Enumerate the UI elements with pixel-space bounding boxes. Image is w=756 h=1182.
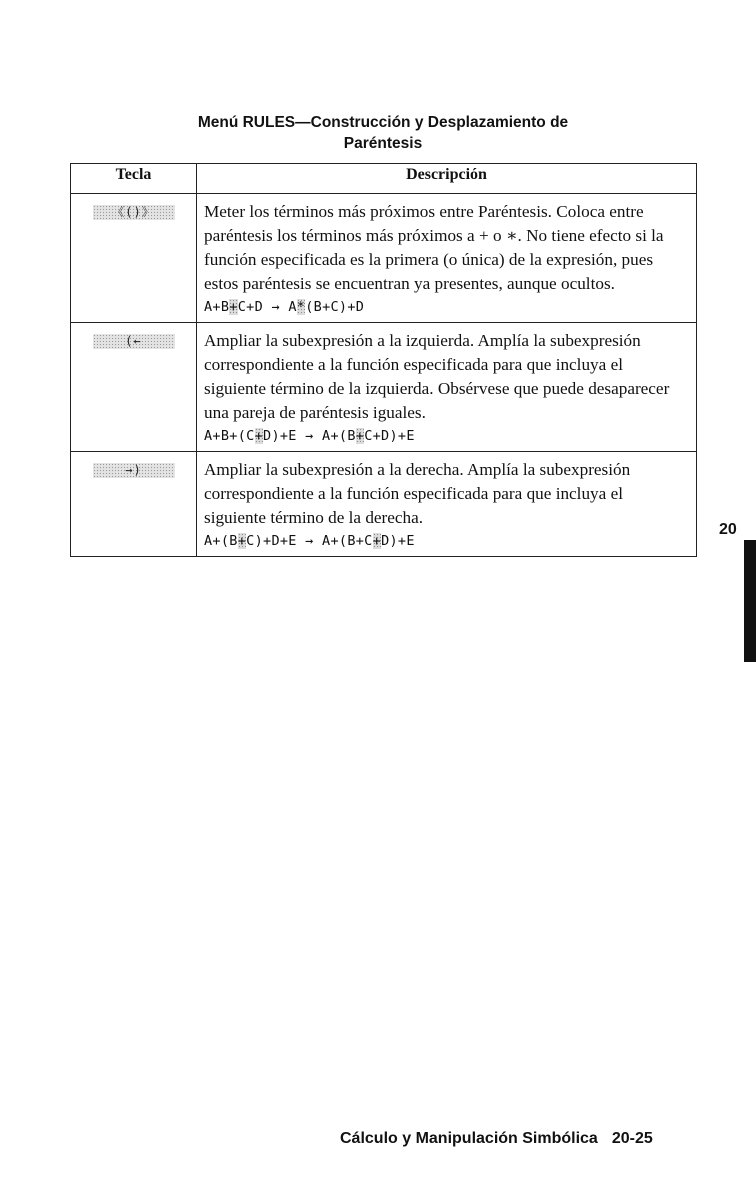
menu-key-expand-left[interactable]: (←	[93, 334, 175, 349]
row-example: A+B+C+D → A*(B+C)+D	[204, 299, 365, 315]
chapter-tab-bar	[744, 540, 756, 662]
chapter-tab-number: 20	[719, 521, 737, 538]
table-row	[71, 452, 697, 557]
row-example: A+(B+C)+D+E → A+(B+C+D)+E	[204, 533, 415, 549]
row-description: Meter los términos más próximos entre Paréntesis. Coloca entre paréntesis los términos más próximos a + o ∗. No tiene efecto si la función especificada es la primera (o única) de la expresión, pues estos paréntesis se encuentran ya presentes, aunque ocultos.	[204, 202, 664, 293]
page-number: 20-25	[611, 1130, 653, 1147]
row-description: Ampliar la subexpresión a la derecha. Amplía la subexpresión correspondiente a la función especificada para que incluya el siguiente término de la derecha.	[204, 460, 631, 527]
column-header-key: Tecla	[71, 164, 197, 194]
menu-key-expand-right[interactable]: →)	[93, 463, 175, 478]
row-description: Ampliar la subexpresión a la izquierda. Amplía la subexpresión correspondiente a la función especificada para que incluya el siguiente término de la izquierda. Obsérvese que puede desaparecer una pareja de paréntesis iguales.	[204, 331, 670, 422]
column-header-description: Descripción	[197, 164, 697, 194]
page-title	[70, 112, 696, 154]
title-line-2: Paréntesis	[343, 135, 423, 152]
title-line-1: Menú RULES—Construcción y Desplazamiento de	[197, 114, 569, 131]
table-header-row	[71, 164, 697, 194]
table-row	[71, 323, 697, 452]
menu-key-enclose-parentheses[interactable]: 《()》	[93, 205, 175, 220]
row-example: A+B+(C+D)+E → A+(B+C+D)+E	[204, 428, 415, 444]
rules-table	[70, 163, 697, 557]
footer-chapter-title: Cálculo y Manipulación Simbólica	[340, 1130, 598, 1147]
page-footer	[340, 1130, 653, 1148]
table-row	[71, 194, 697, 323]
